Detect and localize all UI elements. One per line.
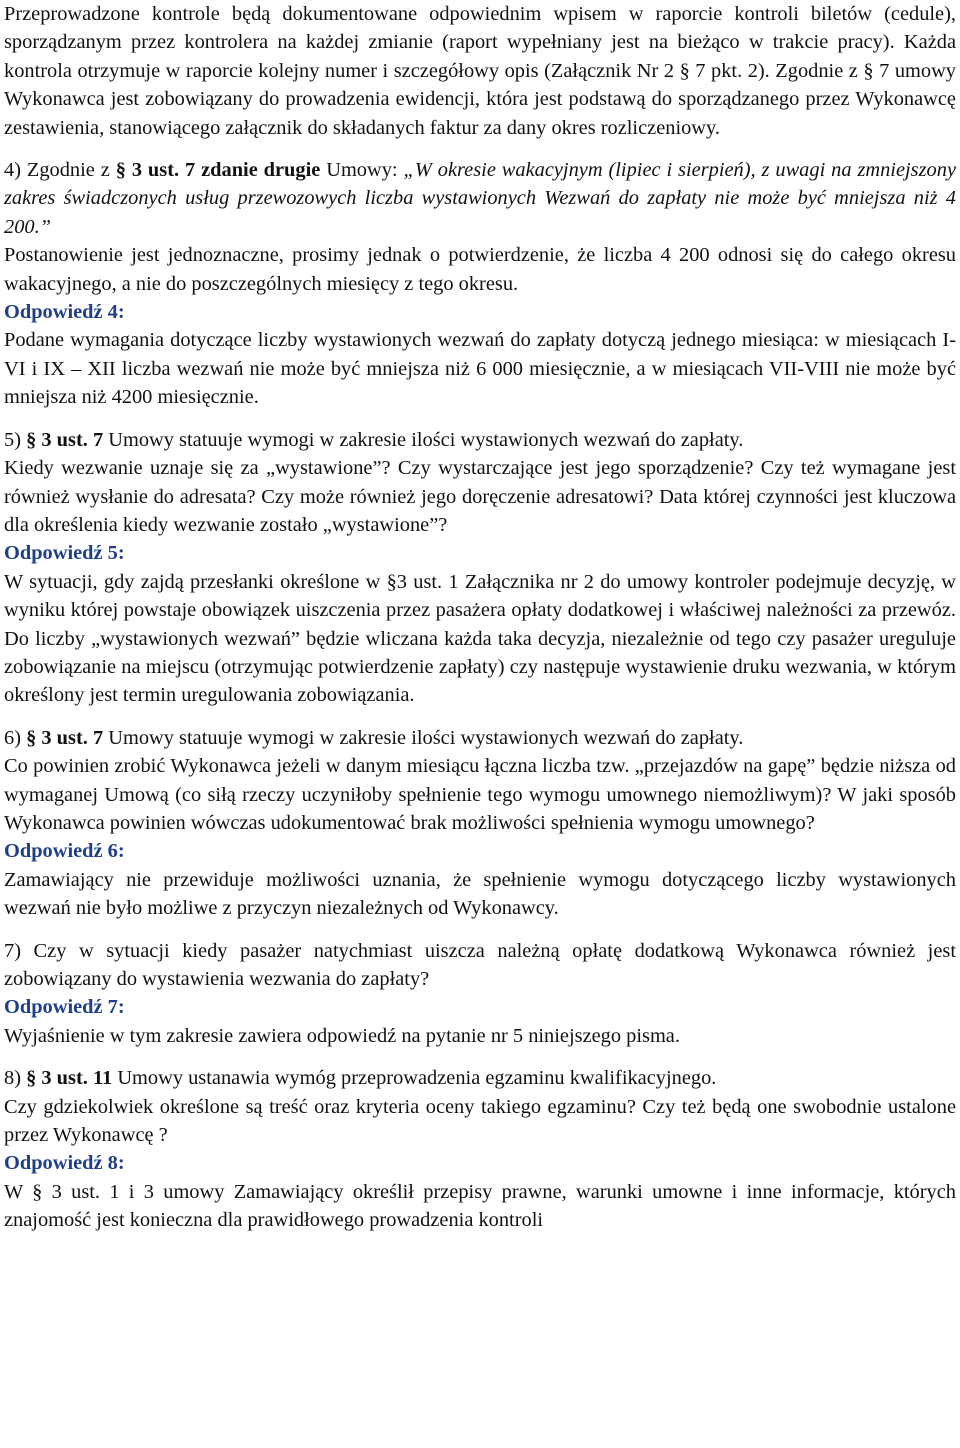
q4-lead: 4) Zgodnie z — [4, 159, 116, 182]
question-8-header — [4, 1064, 956, 1092]
q8-rest: Umowy ustanawia wymóg przeprowadzenia egzaminu kwalifikacyjnego. — [112, 1067, 717, 1090]
answer-7-label: Odpowiedź 7: — [4, 996, 125, 1019]
q4-mid: Umowy: — [320, 159, 404, 182]
answer-4-text: Podane wymagania dotyczące liczby wystawionych wezwań do zapłaty dotyczą jednego miesiąca: w miesiącach I-VI i IX – XII liczba wezwań nie może być mniejsza niż 6 000 miesięcznie, a w miesiącach VII-VIII nie może być mniejsza niż 4200 miesięcznie. — [4, 329, 956, 409]
answer-7-text: Wyjaśnienie w tym zakresie zawiera odpowiedź na pytanie nr 5 niniejszego pisma. — [4, 1024, 680, 1047]
answer-6-label: Odpowiedź 6: — [4, 840, 125, 863]
question-6-header — [4, 724, 956, 752]
question-7-text: 7) Czy w sytuacji kiedy pasażer natychmiast uiszcza należną opłatę dodatkową Wykonawca również jest zobowiązany do wystawienia wezwania do zapłaty? — [4, 939, 956, 990]
question-6-text: Co powinien zrobić Wykonawca jeżeli w danym miesiącu łączna liczba tzw. „przejazdów na gapę” będzie niższa od wymaganej Umową (co siłą rzeczy uczyniłoby spełnienie tego wymogu umownego niemożliwym)? W jaki sposób Wykonawca powinien wówczas udokumentować brak możliwości spełnienia wymogu umownego? — [4, 755, 956, 834]
q6-reference: § 3 ust. 7 — [26, 726, 104, 749]
question-4-text: Postanowienie jest jednoznaczne, prosimy jednak o potwierdzenie, że liczba 4 200 odnosi się do całego okresu wakacyjnego, a nie do poszczególnych miesięcy z tego okresu. — [4, 244, 956, 295]
q4-quote: „W okresie wakacyjnym (lipiec i sierpień), z uwagi na zmniejszony zakres świadczonych usług przewozowych liczba wystawionych Wezwań do zapłaty nie może być mniejsza niż 4 200.” — [4, 159, 956, 238]
q5-lead: 5) — [4, 428, 27, 451]
q4-reference: § 3 ust. 7 zdanie drugie — [115, 159, 321, 182]
q6-rest: Umowy statuuje wymogi w zakresie ilości wystawionych wezwań do zapłaty. — [103, 726, 744, 749]
answer-5-text: W sytuacji, gdy zajdą przesłanki określone w §3 ust. 1 Załącznika nr 2 do umowy kontroler podejmuje decyzję, w wyniku której powstaje obowiązek uiszczenia przez pasażera opłaty dodatkowej i właściwej należności za przewóz. Do liczby „wystawionych wezwań” będzie wliczana każda taka decyzja, niezależnie od tego czy pasażer ureguluje zobowiązanie na miejscu (otrzymując potwierdzenie zapłaty) czy następuje wystawienie druku wezwania, w którym określony jest termin uregulowania zobowiązania. — [4, 570, 956, 707]
q6-lead: 6) — [4, 726, 27, 749]
answer-4-label: Odpowiedź 4: — [4, 301, 125, 324]
question-5-text: Kiedy wezwanie uznaje się za „wystawione”? Czy wystarczające jest jego sporządzenie? Czy też wymagane jest również wysłanie do adresata? Czy może również jego doręczenie adresatowi? Data której czynności jest kluczowa dla określenia kiedy wezwanie zostało „wystawione”? — [4, 457, 956, 536]
q8-lead: 8) — [4, 1067, 27, 1090]
answer-6-text: Zamawiający nie przewiduje możliwości uznania, że spełnienie wymogu dotyczącego liczby wystawionych wezwań nie było możliwe z przyczyn niezależnych od Wykonawcy. — [4, 868, 956, 920]
question-4-header — [4, 156, 956, 241]
question-5-header — [4, 426, 956, 454]
q5-reference: § 3 ust. 7 — [26, 428, 104, 451]
intro-paragraph: Przeprowadzone kontrole będą dokumentowane odpowiednim wpisem w raporcie kontroli biletów (cedule), sporządzanym przez kontrolera na każdej zmianie (raport wypełniany jest na bieżąco w trakcie pracy). Każda kontrola otrzymuje w raporcie kolejny numer i szczegółowy opis (Załącznik Nr 2 § 7 pkt. 2). Zgodnie z § 7 umowy Wykonawca jest zobowiązany do prowadzenia ewidencji, która jest podstawą do sporządzanego przez Wykonawcę zestawienia, stanowiącego załącznik do składanych faktur za dany okres rozliczeniowy. — [4, 3, 956, 139]
answer-8-label: Odpowiedź 8: — [4, 1152, 125, 1175]
question-8-text: Czy gdziekolwiek określone są treść oraz kryteria oceny takiego egzaminu? Czy też będą one swobodnie ustalone przez Wykonawcę ? — [4, 1095, 956, 1147]
answer-5-label: Odpowiedź 5: — [4, 542, 125, 565]
answer-8-text: W § 3 ust. 1 i 3 umowy Zamawiający określił przepisy prawne, warunki umowne i inne informacje, których znajomość jest konieczna dla prawidłowego prowadzenia kontroli — [4, 1180, 956, 1232]
q5-rest: Umowy statuuje wymogi w zakresie ilości wystawionych wezwań do zapłaty. — [103, 428, 744, 451]
q8-reference: § 3 ust. 11 — [26, 1067, 113, 1090]
